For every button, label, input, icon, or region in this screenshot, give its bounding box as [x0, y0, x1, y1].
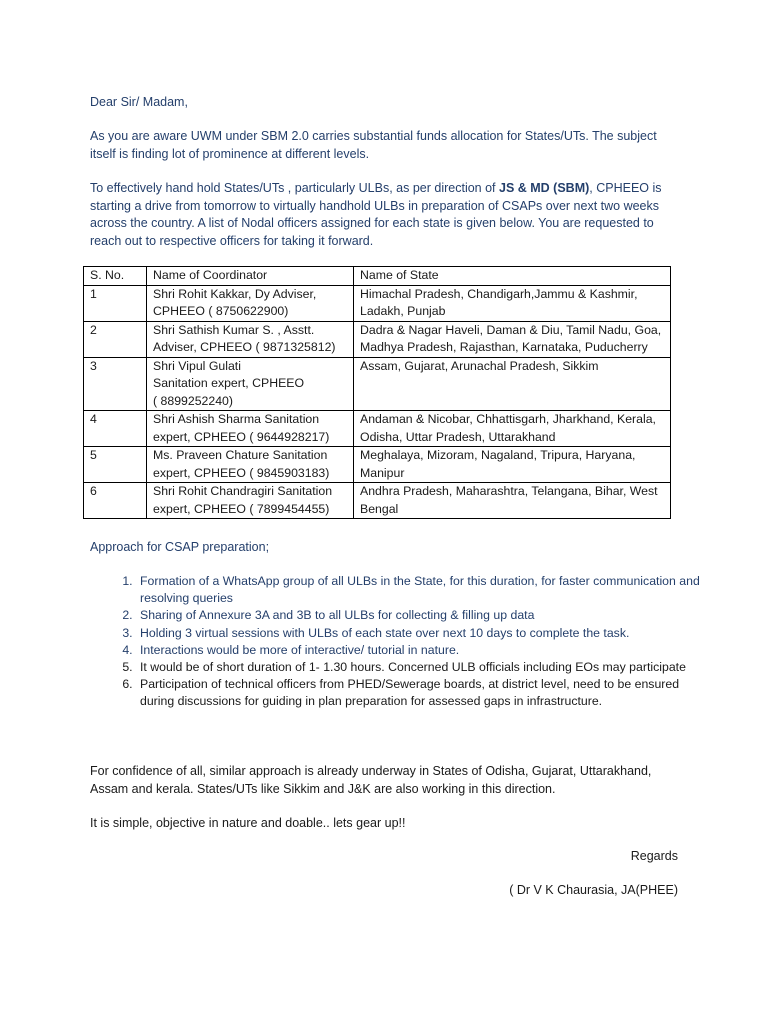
table-row [84, 447, 671, 483]
cell-coordinator: Shri Sathish Kumar S. , Asstt. Adviser, CPHEEO ( 9871325812) [147, 321, 354, 357]
cell-states: Assam, Gujarat, Arunachal Pradesh, Sikkim [354, 357, 671, 411]
drive-paragraph [90, 180, 682, 250]
cell-states: Andhra Pradesh, Maharashtra, Telangana, Bihar, West Bengal [354, 483, 671, 519]
list-item: 3. Holding 3 virtual sessions with ULBs of each state over next 10 days to complete the task. [136, 625, 716, 642]
cell-coordinator: Shri Vipul Gulati Sanitation expert, CPHEEO ( 8899252240) [147, 357, 354, 411]
list-item: 2. Sharing of Annexure 3A and 3B to all ULBs for collecting & filling up data [136, 607, 716, 624]
table-row [84, 483, 671, 519]
cell-sno: 4 [84, 411, 147, 447]
table-row [84, 321, 671, 357]
cell-states: Andaman & Nicobar, Chhattisgarh, Jharkhand, Kerala, Odisha, Uttar Pradesh, Uttarakhand [354, 411, 671, 447]
table-header-row [84, 267, 671, 286]
header-coordinator: Name of Coordinator [147, 267, 354, 286]
table-row [84, 357, 671, 411]
cell-sno: 1 [84, 285, 147, 321]
cell-states: Himachal Pradesh, Chandigarh,Jammu & Kashmir, Ladakh, Punjab [354, 285, 671, 321]
regards-text: Regards [630, 849, 678, 863]
drive-paragraph-bold: JS & MD (SBM) [499, 181, 590, 195]
cell-coordinator: Shri Rohit Chandragiri Sanitation expert, CPHEEO ( 7899454455) [147, 483, 354, 519]
cell-sno: 5 [84, 447, 147, 483]
cell-sno: 2 [84, 321, 147, 357]
approach-steps-list [90, 573, 716, 711]
cell-coordinator: Shri Ashish Sharma Sanitation expert, CPHEEO ( 9644928217) [147, 411, 354, 447]
intro-paragraph: As you are aware UWM under SBM 2.0 carries substantial funds allocation for States/UTs. The subject itself is finding lot of prominence at different levels. [90, 129, 657, 161]
closing-paragraph: It is simple, objective in nature and doable.. lets gear up!! [90, 816, 406, 830]
approach-heading: Approach for CSAP preparation; [90, 540, 270, 554]
list-item: 1. Formation of a WhatsApp group of all ULBs in the State, for this duration, for faster communication and resolving queries [136, 573, 716, 607]
header-state: Name of State [354, 267, 671, 286]
drive-paragraph-text-2: , CPHEEO is starting a drive from tomorrow to virtually handhold ULBs in preparation of CSAPs over next two weeks across the country. A list of Nodal officers assigned for each state is given below. You are requested to reach out to respective officers for taking it forward. [90, 181, 662, 248]
signature: ( Dr V K Chaurasia, JA(PHEE) [509, 883, 678, 897]
table-row [84, 411, 671, 447]
drive-paragraph-text-1: To effectively hand hold States/UTs , particularly ULBs, as per direction of [90, 181, 499, 195]
cell-sno: 6 [84, 483, 147, 519]
cell-coordinator: Ms. Praveen Chature Sanitation expert, CPHEEO ( 9845903183) [147, 447, 354, 483]
salutation: Dear Sir/ Madam, [90, 95, 188, 109]
header-sno: S. No. [84, 267, 147, 286]
confidence-paragraph: For confidence of all, similar approach is already underway in States of Odisha, Gujarat, Uttarakhand, Assam and kerala. States/UTs like Sikkim and J&K are also working in this direction. [90, 764, 652, 796]
table-row [84, 285, 671, 321]
cell-coordinator: Shri Rohit Kakkar, Dy Adviser, CPHEEO ( 8750622900) [147, 285, 354, 321]
nodal-officers-table [83, 266, 671, 519]
list-item: 6. Participation of technical officers from PHED/Sewerage boards, at district level, need to be ensured during discussions for guiding in plan preparation for assessed gaps in infrastructure. [136, 676, 716, 710]
cell-states: Dadra & Nagar Haveli, Daman & Diu, Tamil Nadu, Goa, Madhya Pradesh, Rajasthan, Karnataka, Puducherry [354, 321, 671, 357]
cell-sno: 3 [84, 357, 147, 411]
list-item: 4. Interactions would be more of interactive/ tutorial in nature. [136, 642, 716, 659]
list-item: 5. It would be of short duration of 1- 1.30 hours. Concerned ULB officials including EOs may participate [136, 659, 716, 676]
cell-states: Meghalaya, Mizoram, Nagaland, Tripura, Haryana, Manipur [354, 447, 671, 483]
